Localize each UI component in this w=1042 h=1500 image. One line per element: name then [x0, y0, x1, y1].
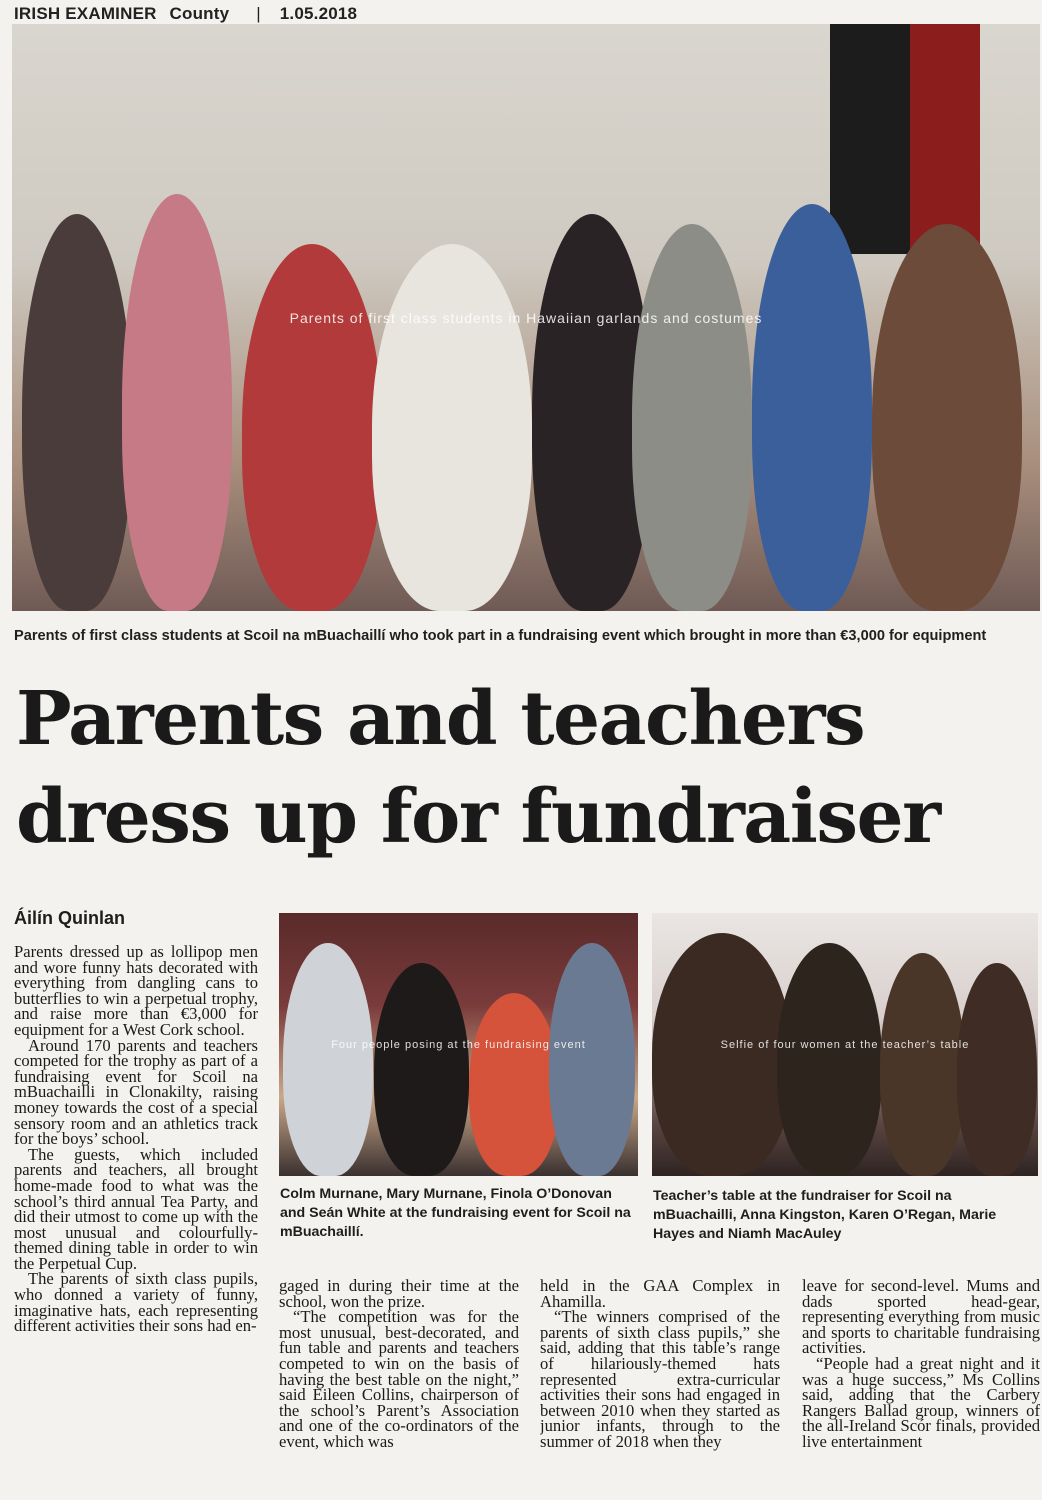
byline: Áilín Quinlan	[14, 908, 125, 928]
article-column-3	[540, 1278, 780, 1496]
article-column-4	[802, 1278, 1040, 1496]
photo-teachers-table-caption: Teacher’s table at the fundraiser for Scoil na mBuachailli, Anna Kingston, Karen O’Regan, Marie Hayes and Niamh MacAuley	[653, 1188, 997, 1242]
banner-dark	[830, 24, 910, 254]
person	[469, 993, 559, 1176]
photo-four-people-caption: Colm Murnane, Mary Murnane, Finola O’Donovan and Seán White at the fundraising event for Scoil na mBuachaillí.	[280, 1186, 631, 1240]
paragraph: The guests, which included parents and teachers, all brought home-made food to what was the school’s third annual Tea Party, and did their utmost to come up with the most unusual and colourfully-themed dining table in order to win the Perpetual Cup.	[14, 1144, 258, 1273]
person	[872, 224, 1022, 611]
person	[242, 244, 382, 611]
section-name: County	[169, 4, 230, 23]
publication-date: 1.05.2018	[279, 4, 358, 23]
photo-four-people	[279, 913, 638, 1176]
headline-line-2: dress up for fundraiser	[16, 774, 940, 860]
person	[374, 963, 469, 1176]
person	[752, 204, 872, 611]
person	[549, 943, 635, 1176]
person	[880, 953, 965, 1176]
paragraph: “The competition was for the most unusual, best-decorated, and fun table and parents and teachers competed to win on the basis of having the best table on the night,” said Eileen Collins, chairperson of the school’s Parent’s Association and one of the co-ordinators of the event, which was	[279, 1307, 519, 1451]
article-column-1	[14, 944, 258, 1496]
main-photo-alt: Parents of first class students in Hawaiian garlands and costumes	[289, 309, 763, 326]
paragraph: “People had a great night and it was a huge success,” Ms Collins said, adding that the Carbery Rangers Ballad group, winners of the all-Ireland Scór finals, provided live entertainment	[802, 1353, 1040, 1451]
headline-line-1: Parents and teachers	[16, 676, 865, 762]
person	[372, 244, 532, 611]
headline	[16, 670, 1036, 866]
photo-four-people-alt: Four people posing at the fundraising event	[331, 1038, 586, 1051]
person	[632, 224, 752, 611]
person	[652, 933, 792, 1176]
masthead-separator: |	[256, 4, 261, 23]
person	[122, 194, 232, 611]
paragraph: Around 170 parents and teachers competed for the trophy as part of a fundraising event for Scoil na mBuachailli in Clonakilty, raising money towards the cost of a special sensory room and an athletics track for the boys’ school.	[14, 1035, 258, 1149]
publication-name: IRISH EXAMINER	[14, 4, 157, 23]
photo-teachers-table-alt: Selfie of four women at the teacher’s table	[720, 1038, 970, 1051]
paragraph: “The winners comprised of the parents of sixth class pupils,” she said, adding that this table’s range of hilariously-themed hats represented extra-curricular activities their sons had engaged in between 2010 when they started as junior infants, through to the summer of 2018 when they	[540, 1307, 780, 1451]
photo-teachers-table	[652, 913, 1038, 1176]
paragraph: The parents of sixth class pupils, who donned a variety of funny, imaginative hats, each representing different activities their sons had en-	[14, 1269, 258, 1336]
article-column-2	[279, 1278, 519, 1496]
person	[283, 943, 373, 1176]
main-photo	[12, 24, 1040, 611]
paragraph: held in the GAA Complex in Ahamilla.	[540, 1278, 780, 1311]
person	[777, 943, 882, 1176]
paragraph: leave for second-level. Mums and dads sported head-gear, representing everything from music and sports to charitable fundraising activities.	[802, 1278, 1040, 1358]
main-photo-caption: Parents of first class students at Scoil na mBuachaillí who took part in a fundraising event which brought in more than €3,000 for equipment	[14, 628, 987, 644]
person	[22, 214, 132, 611]
person	[957, 963, 1037, 1176]
paragraph: gaged in during their time at the school, won the prize.	[279, 1278, 519, 1311]
paragraph: Parents dressed up as lollipop men and wore funny hats decorated with everything from dangling cans to butterflies to win a perpetual trophy, and raise more than €3,000 for equipment for a West Cork school.	[14, 944, 258, 1039]
